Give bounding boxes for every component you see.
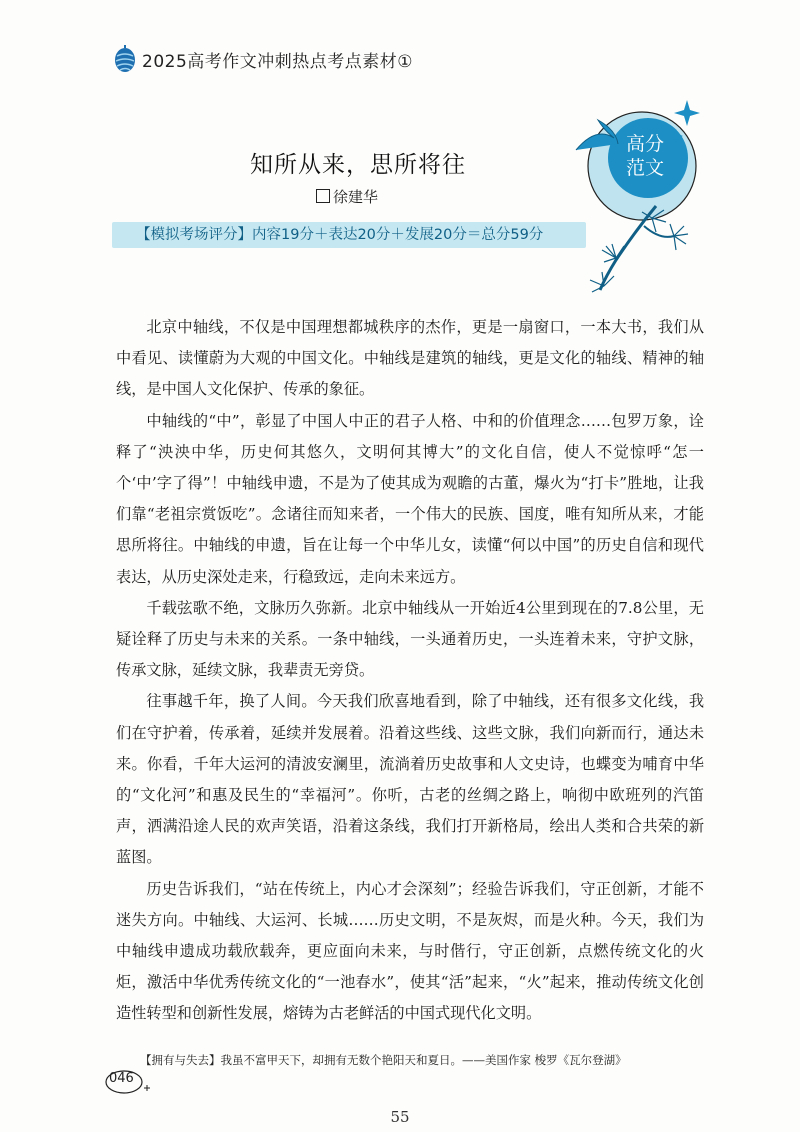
paragraph: 往事越千年，换了人间。今天我们欣喜地看到，除了中轴线，还有很多文化线，我们在守护着，传承着，延续并发展着。沿着这些线、这些文脉，我们向新而行，通达未来。你看，千年大运河的清波安澜里，流淌着历史故事和人文史诗，也蝶变为哺育中华的“文化河”和惠及民生的“幸福河”。你听，古老的丝绸之路上，响彻中欧班列的汽笛声，洒满沿途人民的欢声笑语，沿着这条线，我们打开新格局，绘出人类和合共荣的新蓝图。 — [116, 692, 704, 867]
paragraph: 历史告诉我们，“站在传统上，内心才会深刻”；经验告诉我们，守正创新，才能不迷失方向。中轴线、大运河、长城……历史文明，不是灰烬，而是火种。今天，我们为中轴线申遗成功载欣载奔，更应面向未来，与时偕行，守正创新，点燃传统文化的火炬，激活中华优秀传统文化的“一池春水”，使其“活”起来，“火”起来，推动传统文化创造性转型和创新性发展，熔铸为古老鲜活的中国式现代化文明。 — [116, 879, 704, 1023]
series-title: 2025高考作文冲刺热点考点素材① — [142, 51, 414, 72]
byline-box-icon — [316, 189, 330, 203]
page-header — [112, 44, 413, 74]
decorative-moon-pine-illustration — [556, 90, 706, 310]
paragraph: 中轴线的“中”，彰显了中国人中正的君子人格、中和的价值理念……包罗万象，诠释了“泱泱中华，历史何其悠久，文明何其博大”的文化自信，使人不觉惊呼“怎一个‘中’字了得”！中轴线申遗，不是为了使其成为观瞻的古董，爆火为“打卡”胜地，让我们靠“老祖宗赏饭吃”。念诸往而知来者，一个伟大的民族、国度，唯有知所从来，才能思所将往。中轴线的申遗，旨在让每一个中华儿女，读懂“何以中国”的历史自信和现代表达，从历史深处走来，行稳致远，走向未来远方。 — [116, 411, 704, 586]
badge-line-2: 范文 — [625, 157, 664, 179]
high-score-badge — [608, 132, 682, 180]
author-name: 徐建华 — [333, 188, 379, 206]
pinecone-icon — [112, 44, 138, 74]
page-number: 55 — [390, 1108, 410, 1126]
essay-body — [116, 312, 704, 1030]
book-page-number: 046 — [109, 1071, 134, 1086]
paragraph: 千载弦歌不绝，文脉历久弥新。北京中轴线从一开始近4公里到现在的7.8公里，无疑诠释了历史与未来的关系。一条中轴线，一头通着历史，一头连着未来，守护文脉，传承文脉，延续文脉，我辈责无旁贷。 — [116, 598, 704, 680]
score-bar: 【模拟考场评分】内容19分＋表达20分＋发展20分＝总分59分 — [112, 222, 586, 248]
footer-quote: 【拥有与失去】我虽不富甲天下，却拥有无数个艳阳天和夏日。——美国作家 梭罗《瓦尔登湖》 — [140, 1053, 627, 1067]
essay-title: 知所从来，思所将往 — [250, 152, 466, 178]
paragraph: 北京中轴线，不仅是中国理想都城秩序的杰作，更是一扇窗口，一本大书，我们从中看见、读懂蔚为大观的中国文化。中轴线是建筑的轴线，更是文化的轴线、精神的轴线，是中国人文化保护、传承的象征。 — [116, 318, 704, 399]
badge-line-1: 高分 — [625, 133, 664, 155]
author-byline — [316, 186, 378, 207]
